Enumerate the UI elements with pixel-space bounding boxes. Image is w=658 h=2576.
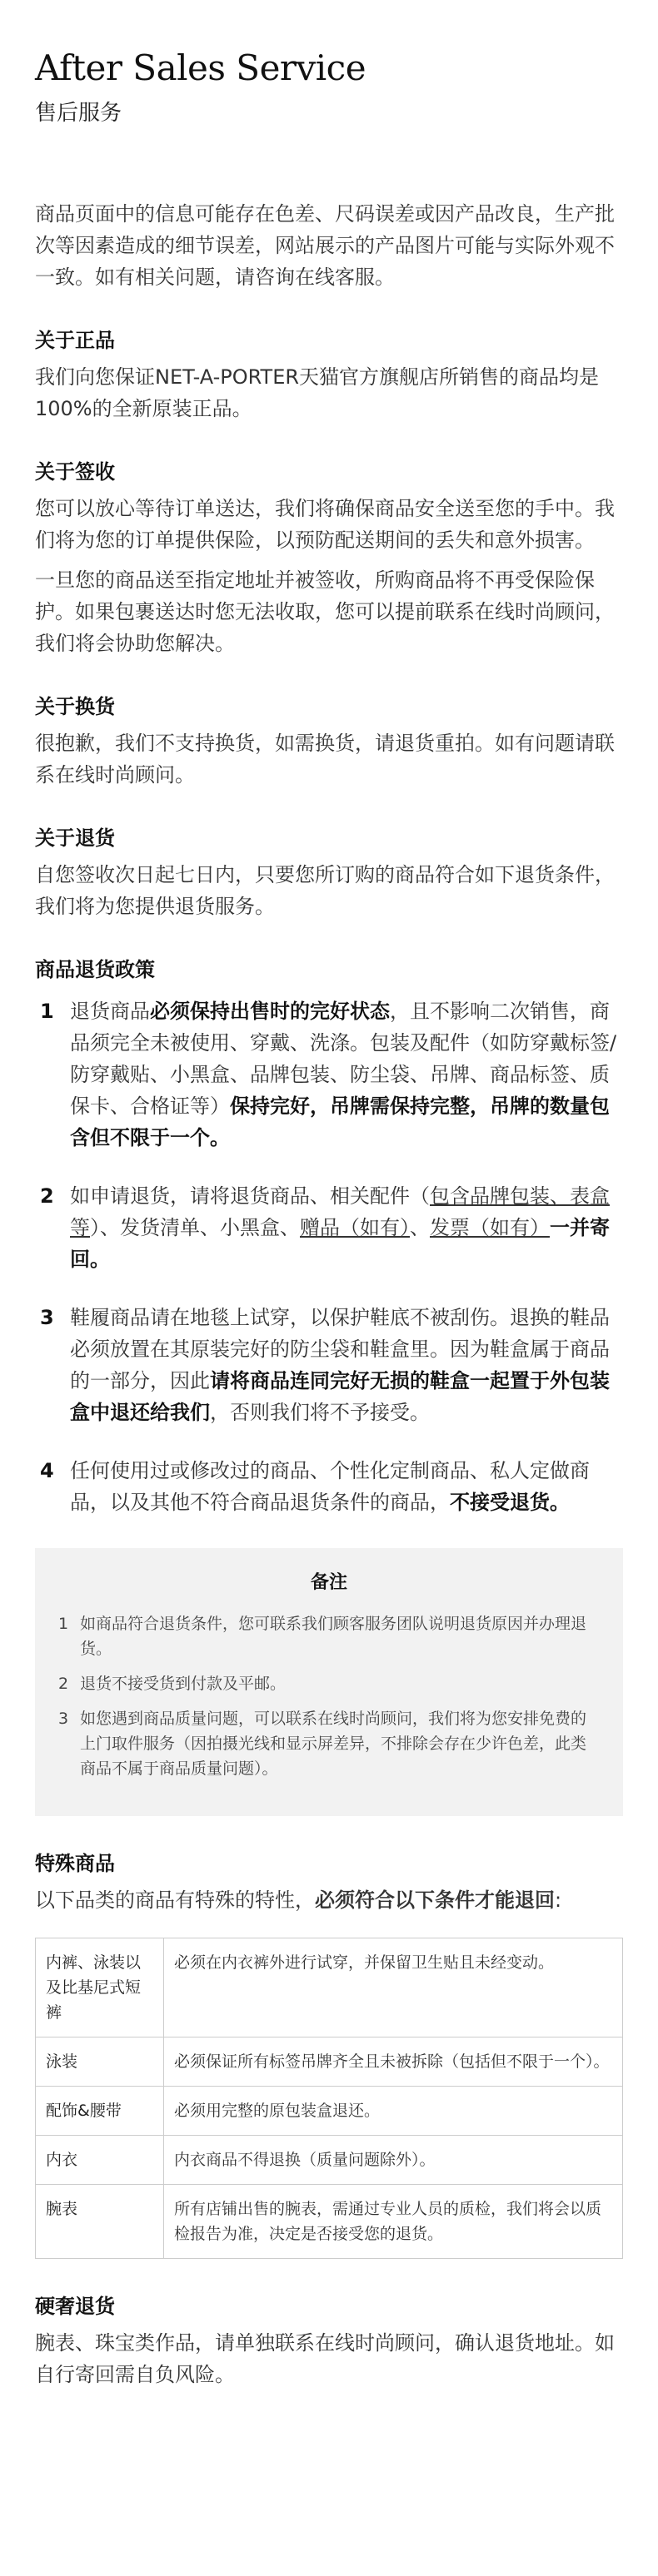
special-heading: 特殊商品: [35, 1852, 115, 1875]
special-emphasis: 必须符合以下条件才能退回: [315, 1889, 555, 1912]
condition-cell: 必须用完整的原包装盒退还。: [164, 2087, 623, 2136]
luxury-text: 腕表、珠宝类作品，请单独联系在线时尚顾问，确认退货地址。如自行寄回需自负风险。: [35, 2331, 615, 2386]
note-number: 2: [58, 1675, 69, 1693]
note-number: 1: [58, 1615, 69, 1633]
table-row: [36, 2087, 623, 2136]
table-row: [36, 2136, 623, 2185]
special-table: [35, 1938, 623, 2259]
returns-section: [35, 822, 623, 922]
policy-text-part: 退货商品: [70, 1000, 150, 1023]
policy-emphasis: 一并寄回。: [70, 1216, 610, 1271]
returns-text: 自您签收次日起七日内，只要您所订购的商品符合如下退货条件，我们将为您提供退货服务。: [35, 863, 615, 918]
luxury-section: [35, 2291, 623, 2390]
policy-text-part: ，否则我们将不予接受。: [210, 1401, 430, 1424]
policy-text: [70, 995, 623, 1154]
exchange-heading: 关于换货: [35, 695, 115, 718]
category-cell: 配饰&腰带: [36, 2087, 164, 2136]
special-section: [35, 1848, 623, 2259]
note-text: 退货不接受货到付款及平邮。: [80, 1675, 287, 1693]
category-cell: 腕表: [36, 2185, 164, 2259]
policy-text: [70, 1180, 623, 1275]
policy-section: [35, 954, 623, 1518]
policy-number: 4: [40, 1459, 54, 1482]
policy-underlined: 发票（如有）: [430, 1216, 550, 1239]
authentic-section: [35, 325, 623, 424]
signing-heading: 关于签收: [35, 460, 115, 484]
policy-underlined: 包含品牌包装、表盒等: [70, 1184, 610, 1239]
policy-item: [35, 1302, 623, 1428]
policy-underlined: 赠品（如有）: [300, 1216, 410, 1239]
table-row: [36, 2037, 623, 2087]
policy-text: [70, 1455, 623, 1518]
policy-emphasis: 必须保持出售时的完好状态: [150, 1000, 390, 1023]
special-text: [35, 1884, 623, 1916]
authentic-text: 我们向您保证NET-A-PORTER天猫官方旗舰店所销售的商品均是100%的全新原装正品。: [35, 365, 600, 420]
note-text: 如您遇到商品质量问题，可以联系在线时尚顾问，我们将为您安排免费的上门取件服务（因拍摄光线和显示屏差异，不排除会存在少许色差，此类商品不属于商品质量问题）。: [80, 1710, 587, 1778]
intro-text: 商品页面中的信息可能存在色差、尺码误差或因产品改良，生产批次等因素造成的细节误差，网站展示的产品图片可能与实际外观不一致。如有相关问题，请咨询在线客服。: [35, 202, 615, 289]
policy-item: [35, 1180, 623, 1275]
policy-emphasis: 请将商品连同完好无损的鞋盒一起置于外包装盒中退还给我们: [70, 1369, 610, 1424]
note-item: [58, 1706, 600, 1781]
policy-text: [70, 1302, 623, 1428]
policy-number: 3: [40, 1306, 54, 1329]
special-text-part: :: [555, 1889, 562, 1912]
policy-text-part: 鞋履商品请在地毯上试穿，以保护鞋底不被刮伤。退换的鞋品必须放置在其原装完好的防尘袋和鞋盒里。因为鞋盒属于商品的一部分，因此: [70, 1306, 610, 1392]
policy-text-part: 、: [410, 1216, 430, 1239]
signing-text-2: 一旦您的商品送至指定地址并被签收，所购商品将不再受保险保护。如果包裹送达时您无法收取，您可以提前联系在线时尚顾问，我们将会协助您解决。: [35, 568, 615, 655]
policy-heading: 商品退货政策: [35, 958, 155, 981]
category-cell: 内衣: [36, 2136, 164, 2185]
note-item: [58, 1611, 600, 1661]
special-text-part: 以下品类的商品有特殊的特性，: [35, 1889, 315, 1912]
policy-item: [35, 995, 623, 1154]
category-cell: 内裤、泳装以及比基尼式短裤: [36, 1938, 164, 2037]
condition-cell: 必须保证所有标签吊牌齐全且未被拆除（包括但不限于一个）。: [164, 2037, 623, 2087]
note-item: [58, 1671, 600, 1696]
condition-cell: 所有店铺出售的腕表，需通过专业人员的质检，我们将会以质检报告为准，决定是否接受您的退货。: [164, 2185, 623, 2259]
policy-list: [35, 995, 623, 1518]
condition-cell: 必须在内衣裤外进行试穿，并保留卫生贴且未经变动。: [164, 1938, 623, 2037]
table-row: [36, 1938, 623, 2037]
signing-section: [35, 456, 623, 659]
policy-text-part: ，且不影响二次销售，商品须完全未被使用、穿戴、洗涤。包装及配件（如防穿戴标签/防穿戴贴、小黑盒、品牌包装、防尘袋、吊牌、商品标签、质保卡、合格证等）: [70, 1000, 617, 1118]
policy-emphasis: 保持完好，吊牌需保持完整，吊牌的数量包含但不限于一个。: [70, 1094, 610, 1149]
policy-item: [35, 1455, 623, 1518]
policy-text-part: 如申请退货，请将退货商品、相关配件（: [70, 1184, 430, 1208]
notes-heading: 备注: [310, 1572, 347, 1593]
condition-cell: 内衣商品不得退换（质量问题除外）。: [164, 2136, 623, 2185]
policy-number: 1: [40, 1000, 54, 1023]
returns-heading: 关于退货: [35, 826, 115, 850]
page-subtitle: 售后服务: [35, 101, 122, 126]
luxury-heading: 硬奢退货: [35, 2295, 115, 2318]
policy-emphasis: 不接受退货。: [450, 1491, 570, 1514]
policy-number: 2: [40, 1184, 54, 1208]
page-title: After Sales Service: [35, 47, 366, 88]
notes-box: [35, 1548, 623, 1816]
table-row: [36, 2185, 623, 2259]
exchange-text: 很抱歉，我们不支持换货，如需换货，请退货重拍。如有问题请联系在线时尚顾问。: [35, 732, 615, 787]
authentic-heading: 关于正品: [35, 329, 115, 352]
note-number: 3: [58, 1710, 69, 1728]
policy-text-part: ）、发货清单、小黑盒、: [90, 1216, 300, 1239]
signing-text-1: 您可以放心等待订单送达，我们将确保商品安全送至您的手中。我们将为您的订单提供保险，以预防配送期间的丢失和意外损害。: [35, 497, 615, 552]
exchange-section: [35, 691, 623, 791]
policy-text-part: 任何使用过或修改过的商品、个性化定制商品、私人定做商品，以及其他不符合商品退货条件的商品，: [70, 1459, 590, 1514]
category-cell: 泳装: [36, 2037, 164, 2087]
note-text: 如商品符合退货条件，您可联系我们顾客服务团队说明退货原因并办理退货。: [80, 1615, 587, 1658]
